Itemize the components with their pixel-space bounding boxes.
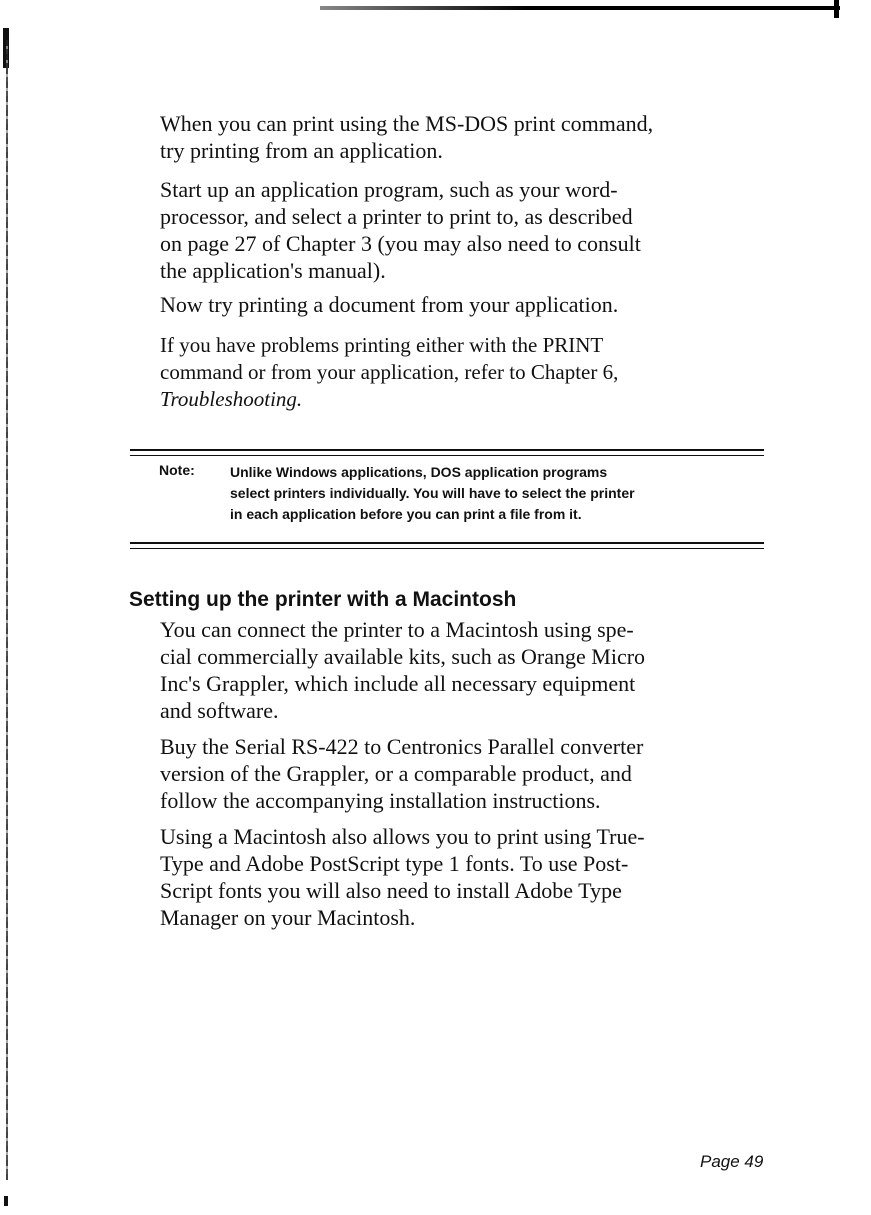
text-line: When you can print using the MS-DOS print command,	[160, 111, 654, 136]
text-line: Script fonts you will also need to install Adobe Type	[160, 878, 622, 903]
intro-paragraph-3	[160, 291, 780, 318]
text-line: on page 27 of Chapter 3 (you may also need to consult	[160, 231, 641, 256]
text-line: Now try printing a document from your application.	[160, 292, 619, 317]
note-top-rule	[130, 449, 764, 451]
text-line: version of the Grappler, or a comparable product, and	[160, 761, 632, 786]
mac-paragraph-1	[160, 616, 780, 724]
scan-artifact-corner-mark	[4, 1196, 8, 1206]
mac-paragraph-3	[160, 823, 780, 931]
text-line: Start up an application program, such as your word-	[160, 177, 618, 202]
page-number: Page 49	[700, 1152, 764, 1171]
troubleshooting-reference: Troubleshooting.	[160, 387, 303, 411]
note-label: Note:	[159, 462, 195, 478]
intro-paragraph-2	[160, 176, 780, 284]
text-line: follow the accompanying installation instructions.	[160, 788, 601, 813]
text-line: Type and Adobe PostScript type 1 fonts. To use Post-	[160, 851, 629, 876]
text-line: You can connect the printer to a Macintosh using spe-	[160, 617, 634, 642]
scan-artifact-top-bar	[320, 6, 840, 10]
text-line: command or from your application, refer to Chapter 6,	[160, 360, 619, 384]
mac-paragraph-2	[160, 733, 780, 814]
text-line: Manager on your Macintosh.	[160, 905, 416, 930]
section-heading: Setting up the printer with a Macintosh	[129, 588, 517, 611]
text-line: Inc's Grappler, which include all necessary equipment	[160, 671, 636, 696]
text-line: processor, and select a printer to print to, as described	[160, 204, 633, 229]
note-text	[230, 462, 770, 525]
scan-artifact-top-bar-end	[834, 0, 839, 18]
note-bottom-rule	[130, 542, 764, 544]
text-line: If you have problems printing either with the PRINT	[160, 333, 604, 357]
text-line: Buy the Serial RS-422 to Centronics Parallel converter	[160, 734, 644, 759]
intro-paragraph-1	[160, 110, 780, 164]
text-line: cial commercially available kits, such as Orange Micro	[160, 644, 646, 669]
scan-artifact-left-edge	[6, 40, 8, 1180]
note-top-rule-inner	[130, 455, 764, 456]
text-line: and software.	[160, 698, 279, 723]
note-line: in each application before you can print a file from it.	[230, 506, 582, 522]
note-bottom-rule-inner	[130, 548, 764, 549]
note-line: select printers individually. You will have to select the printer	[230, 485, 635, 501]
note-line: Unlike Windows applications, DOS application programs	[230, 464, 608, 480]
intro-paragraph-4	[160, 332, 780, 413]
text-line: Using a Macintosh also allows you to print using True-	[160, 824, 645, 849]
text-line: try printing from an application.	[160, 138, 443, 163]
text-line: the application's manual).	[160, 258, 386, 283]
